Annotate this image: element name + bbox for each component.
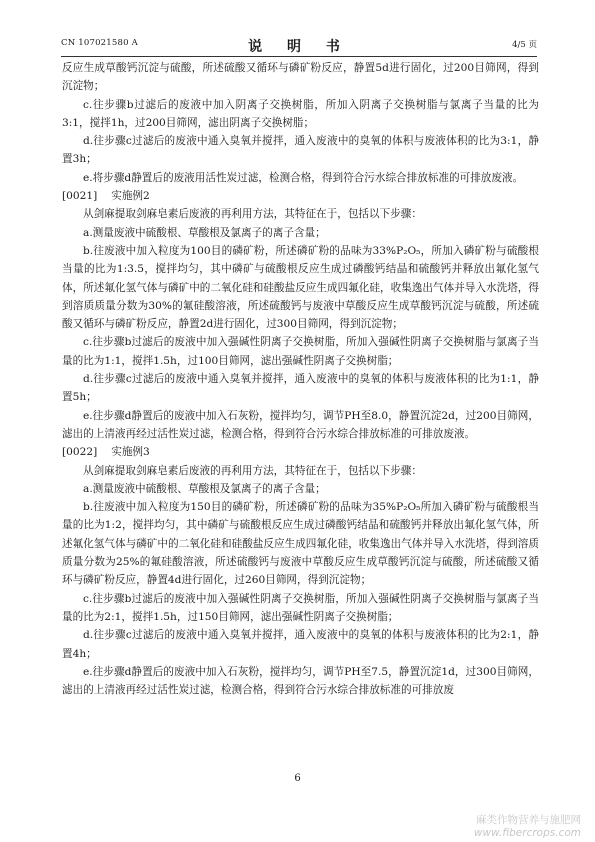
paragraph — [62, 59, 539, 96]
paragraph — [62, 132, 539, 169]
paragraph-text: 实施例2 — [111, 190, 150, 203]
paragraph — [62, 205, 539, 223]
paragraph-text: c.往步骤b过滤后的废液中加入强碱性阴离子交换树脂，所加入强碱性阴离子交换树脂与氯离子当量的比为2:1，搅拌1.5h，过150目筛网，滤出强碱性阴离子交换树脂； — [62, 592, 539, 623]
paragraph-text: 从剑麻提取剑麻皂素后废液的再利用方法，其特征在于，包括以下步骤： — [83, 208, 422, 221]
section-heading — [62, 187, 539, 205]
paragraph-number: [0021] — [62, 190, 98, 203]
page-header — [61, 36, 537, 55]
paragraph — [62, 407, 539, 444]
document-title: 说 明 书 — [248, 39, 350, 55]
paragraph-text: d.往步骤c过滤后的废液中通入臭氧并搅拌，通入废液中的臭氧的体积与废液体积的比为1:1，静置5h； — [62, 373, 539, 404]
paragraph-text: c.往步骤b过滤后的废液中加入强碱性阴离子交换树脂，所加入强碱性阴离子交换树脂与氯离子当量的比为1:1，搅拌1.5h，过100目筛网，滤出强碱性阴离子交换树脂； — [62, 336, 539, 367]
document-body — [62, 59, 539, 699]
paragraph-text: a.测量废液中硫酸根、草酸根及氯离子的离子含量； — [83, 226, 326, 239]
paragraph — [62, 224, 539, 242]
header-divider — [61, 56, 537, 57]
paragraph-text: d.往步骤c过滤后的废液中通入臭氧并搅拌，通入废液中的臭氧的体积与废液体积的比为3:1，静置3h； — [62, 135, 539, 166]
paragraph-text: 实施例3 — [111, 446, 150, 459]
paragraph — [62, 96, 539, 133]
paragraph-text: b.往废液中加入粒度为100目的磷矿粉，所述磷矿粉的品味为33%P₂O₅，所加入磷矿粉与硫酸根当量的比为1:3.5，搅拌均匀，其中磷矿与硫酸根反应生成过磷酸钙结晶和硫酸钙并释放出氟化氢气体，所述氟化氢气体与磷矿中的二氧化硅和硅酸盐反应生成四氟化硅，收集逸出气体并导入水洗塔，得到溶质质量分数为30%的氟硅酸溶液，所述硫酸钙与废液中草酸反应生成草酸钙沉淀与硫酸，所述硫酸又循环与磷矿粉反应，静置2d进行固化，过300目筛网，得到沉淀物； — [62, 244, 539, 331]
paragraph — [62, 626, 539, 663]
paragraph — [62, 462, 539, 480]
paragraph — [62, 663, 539, 700]
paragraph-text: c.往步骤b过滤后的废液中加入阴离子交换树脂，所加入阴离子交换树脂与氯离子当量的比为3:1，搅拌1h，过200目筛网，滤出阴离子交换树脂； — [62, 98, 539, 129]
paragraph-text: 反应生成草酸钙沉淀与硫酸，所述硫酸又循环与磷矿粉反应，静置5d进行固化，过200目筛网，得到沉淀物； — [62, 62, 539, 93]
paragraph — [62, 498, 539, 589]
paragraph-text: 从剑麻提取剑麻皂素后废液的再利用方法，其特征在于，包括以下步骤： — [83, 464, 422, 477]
page-number: 6 — [294, 773, 301, 784]
paragraph-text: b.往废液中加入粒度为150目的磷矿粉，所述磷矿粉的品味为35%P₂O₅所加入磷矿粉与硫酸根当量的比为1:2，搅拌均匀，其中磷矿与硫酸根反应生成过磷酸钙结晶和硫酸钙并释放出氟化氢气体，所述氟化氢气体与磷矿中的二氧化硅和硅酸盐反应生成四氟化硅，收集逸出气体并导入水洗塔，得到溶质质量分数为25%的氟硅酸溶液，所述硫酸钙与废液中草酸反应生成草酸钙沉淀与硫酸，所述硫酸又循环与磷矿粉反应，静置4d进行固化，过260目筛网，得到沉淀物； — [62, 501, 539, 587]
paragraph-text: e.将步骤d静置后的废液用活性炭过滤，检测合格，得到符合污水综合排放标准的可排放废液。 — [83, 171, 524, 184]
paragraph-text: e.往步骤d静置后的废液中加入石灰粉，搅拌均匀，调节PH至8.0，静置沉淀2d，过200目筛网，滤出的上清液再经过活性炭过滤，检测合格，得到符合污水综合排放标准的可排放废液。 — [62, 409, 539, 440]
watermark-url: www.fibercrops.com — [473, 827, 581, 839]
paragraph — [62, 169, 539, 187]
paragraph-text: d.往步骤c过滤后的废液中通入臭氧并搅拌，通入废液中的臭氧的体积与废液体积的比为2:1，静置4h； — [62, 629, 539, 660]
document-number: CN 107021580 A — [61, 38, 138, 48]
paragraph-number: [0022] — [62, 446, 98, 459]
paragraph — [62, 480, 539, 498]
paragraph — [62, 242, 539, 333]
paragraph-text: e.往步骤d静置后的废液中加入石灰粉，搅拌均匀，调节PH至7.5，静置沉淀1d，过300目筛网，滤出的上清液再经过活性炭过滤，检测合格，得到符合污水综合排放标准的可排放废 — [62, 665, 539, 697]
paragraph — [62, 333, 539, 370]
section-heading — [62, 443, 539, 461]
paragraph — [62, 370, 539, 407]
paragraph-text: a.测量废液中硫酸根、草酸根及氯离子的离子含量； — [83, 482, 326, 495]
watermark-site-name: 麻类作物营养与施肥网 — [476, 814, 581, 826]
paragraph — [62, 590, 539, 627]
page-indicator: 4/5 页 — [512, 40, 537, 50]
